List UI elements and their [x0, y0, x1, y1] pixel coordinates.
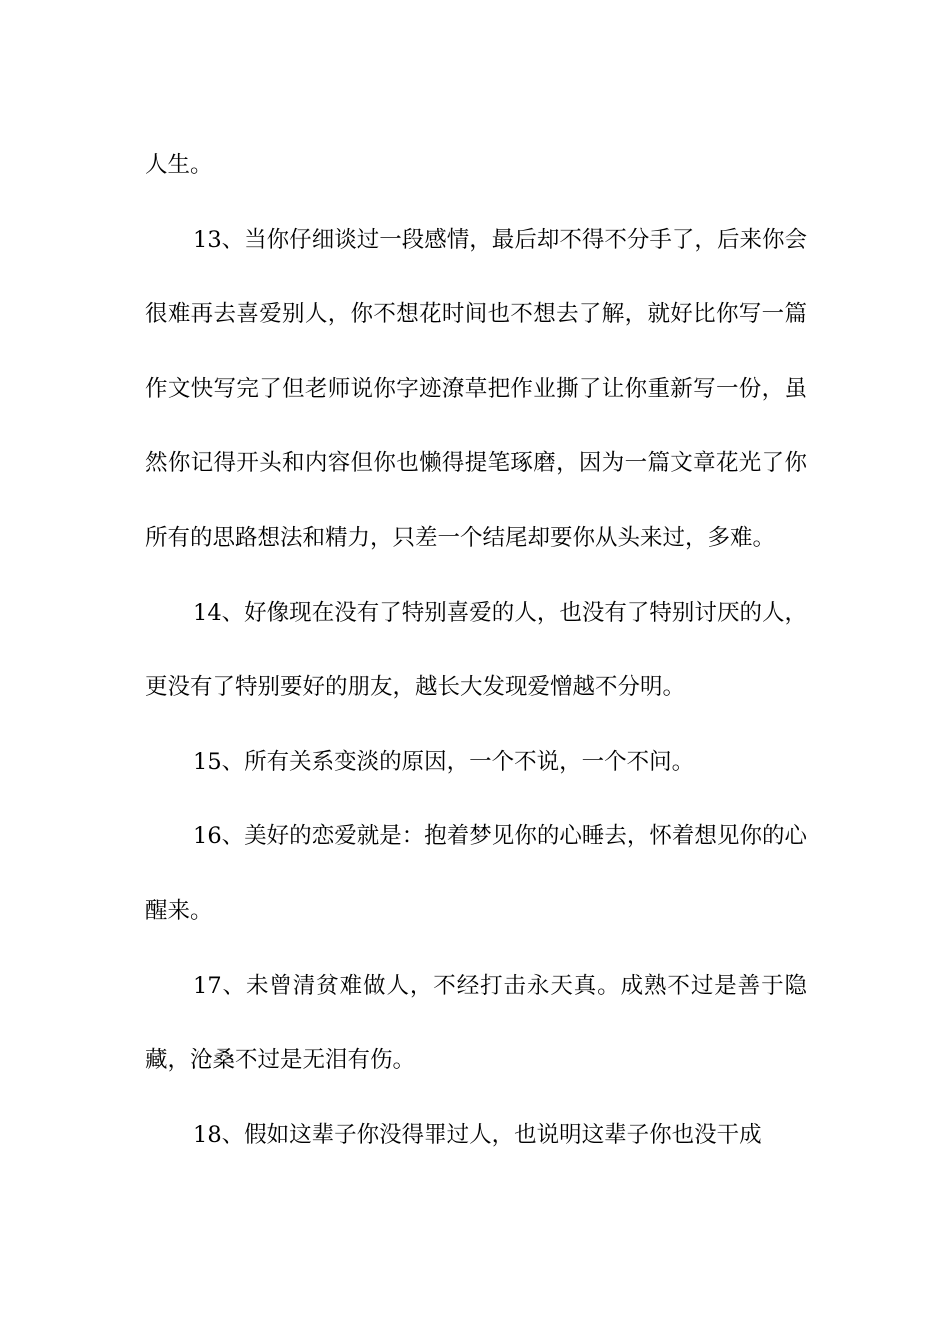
paragraph-17: 17、未曾清贫难做人，不经打击永天真。成熟不过是善于隐藏，沧桑不过是无泪有伤。	[145, 972, 807, 1074]
paragraph-18: 18、假如这辈子你没得罪过人，也说明这辈子你也没干成	[193, 1121, 762, 1148]
paragraph-16: 16、美好的恋爱就是：抱着梦见你的心睡去，怀着想见你的心醒来。	[145, 823, 807, 924]
paragraph-14: 14、好像现在没有了特别喜爱的人，也没有了特别讨厌的人，更没有了特别要好的朋友，越长大发现爱憎越不分明。	[145, 599, 807, 701]
paragraph-15: 15、所有关系变淡的原因，一个不说，一个不问。	[193, 748, 695, 775]
paragraph-13: 13、当你仔细谈过一段感情，最后却不得不分手了，后来你会很难再去喜爱别人，你不想花时间也不想去了解，就好比你写一篇作文快写完了但老师说你字迹潦草把作业撕了让你重新写一份，虽然你记得开头和内容但你也懒得提笔琢磨，因为一篇文章花光了你所有的思路想法和精力，只差一个结尾却要你从头来过，多难。	[145, 226, 807, 551]
document-body	[145, 128, 807, 1172]
paragraph-continuation: 人生。	[145, 152, 213, 178]
